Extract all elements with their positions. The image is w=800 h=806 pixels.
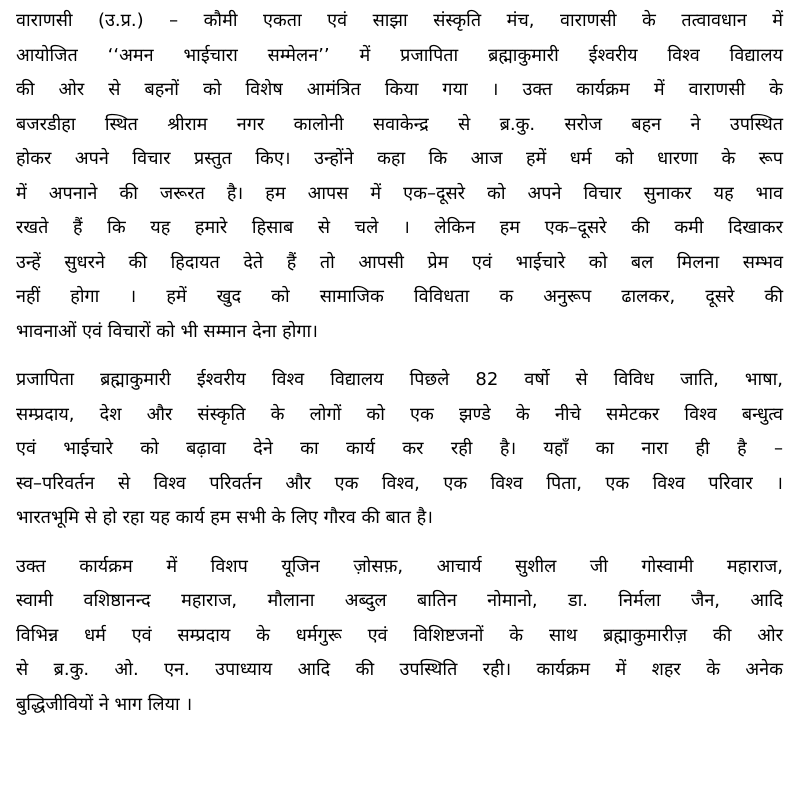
text-line: बुद्धिजीवियों ने भाग लिया । (16, 693, 193, 715)
text-line: होकर अपने विचार प्रस्तुत किए। उन्होंने कहा कि आज हमें धर्म को धारणा के रूप (16, 148, 783, 169)
text-line: सम्प्रदाय, देश और संस्कृति के लोगों को एक झण्डे के नीचे समेटकर विश्व बन्धुत्व (16, 403, 783, 425)
text-line: आयोजित ‘‘अमन भाईचारा सम्मेलन’’ में प्रजापिता ब्रह्माकुमारी ईश्वरीय विश्व विद्यालय (16, 44, 783, 66)
text-line: स्वामी वशिष्ठानन्द महाराज, मौलाना अब्दुल बातिन नोमानो, डा. निर्मला जैन, आदि (16, 590, 783, 611)
text-line: उक्त कार्यक्रम में विशप यूजिन ज़ोसफ़, आचार्य सुशील जी गोस्वामी महाराज, (16, 555, 783, 577)
text-line: से ब्र.कु. ओ. एन. उपाध्याय आदि की उपस्थिति रही। कार्यक्रम में शहर के अनेक (16, 659, 783, 680)
text-line: नहीं होगा । हमें खुद को सामाजिक विविधता क अनुरूप ढालकर, दूसरे की (16, 286, 783, 307)
text-line: में अपनाने की जरूरत है। हम आपस में एक–दूसरे को अपने विचार सुनाकर यह भाव (16, 182, 783, 204)
text-line: रखते हैं कि यह हमारे हिसाब से चले । लेकिन हम एक–दूसरे की कमी दिखाकर (16, 217, 783, 238)
text-line: भारतभूमि से हो रहा यह कार्य हम सभी के लिए गौरव की बात है। (16, 507, 433, 528)
text-line: प्रजापिता ब्रह्माकुमारी ईश्वरीय विश्व विद्यालय पिछले 82 वर्षो से विविध जाति, भाषा, (16, 369, 783, 390)
paragraph-event-report (16, 4, 783, 349)
text-line: बजरडीहा स्थित श्रीराम नगर कालोनी सवाकेन्द्र से ब्र.कु. सरोज बहन ने उपस्थित (16, 113, 783, 135)
paragraph-attendees (16, 550, 783, 723)
document-page (16, 4, 783, 722)
text-line: वाराणसी (उ.प्र.) – कौमी एकता एवं साझा संस्कृति मंच, वाराणसी के तत्वावधान में (16, 10, 783, 31)
text-line: एवं भाईचारे को बढ़ावा देने का कार्य कर रही है। यहॉं का नारा ही है – (16, 438, 783, 459)
text-line: की ओर से बहनों को विशेष आमंत्रित किया गया । उक्त कार्यक्रम में वाराणसी के (16, 79, 783, 100)
text-line: स्व–परिवर्तन से विश्व परिवर्तन और एक विश्व, एक विश्व पिता, एक विश्व परिवार । (16, 472, 783, 494)
text-line: उन्हें सुधरने की हिदायत देते हैं तो आपसी प्रेम एवं भाईचारे को बल मिलना सम्भव (16, 251, 783, 273)
text-line: विभिन्न धर्म एवं सम्प्रदाय के धर्मगुरू एवं विशिष्टजनों के साथ ब्रह्माकुमारीज़ की ओर (16, 624, 783, 646)
text-line: भावनाओं एवं विचारों को भी सम्मान देना होगा। (16, 320, 318, 342)
paragraph-organization (16, 363, 783, 536)
